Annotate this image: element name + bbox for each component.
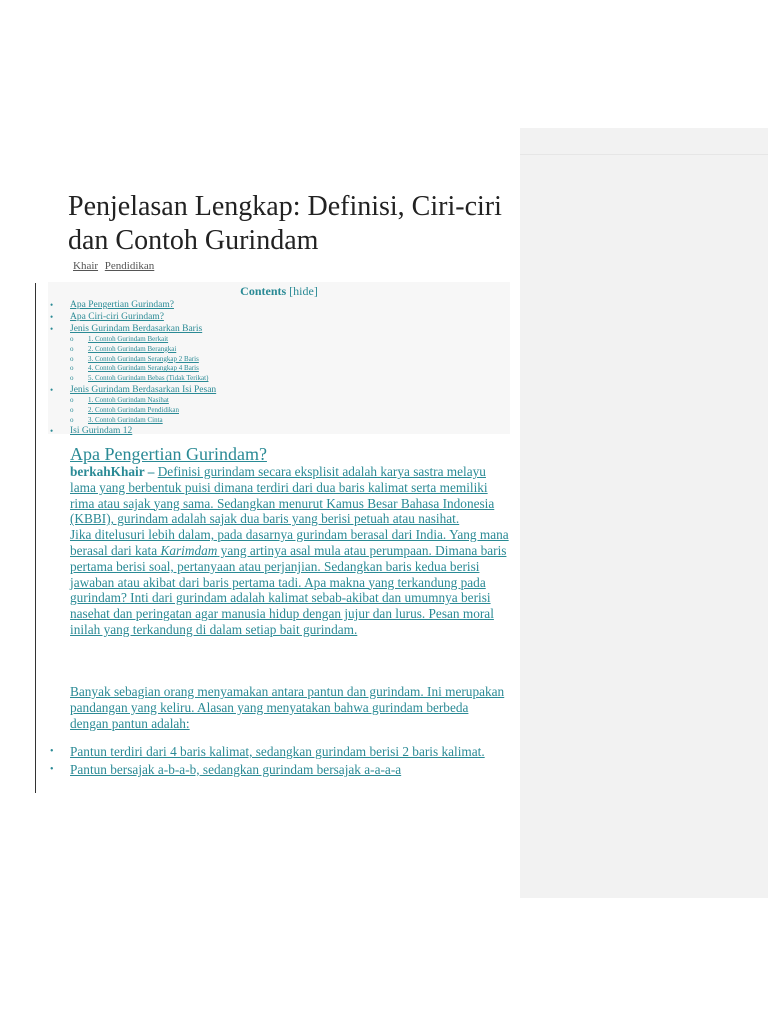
source-label: berkahKhair – xyxy=(70,464,158,479)
toc-subitem[interactable]: o 2. Contoh Gurindam Berangkai xyxy=(48,345,510,355)
italic-term[interactable]: Karimdam xyxy=(160,542,218,558)
page-title: Penjelasan Lengkap: Definisi, Ciri-ciri dan Contoh Gurindam xyxy=(68,191,502,256)
table-of-contents xyxy=(48,282,510,437)
toc-item[interactable]: • Jenis Gurindam Berdasarkan Isi Pesan xyxy=(48,384,510,396)
author-link[interactable]: Khair xyxy=(73,260,99,272)
toc-item[interactable]: • Isi Gurindam 12 xyxy=(48,425,510,437)
post-meta xyxy=(73,260,158,272)
left-margin-bar xyxy=(35,283,36,793)
category-link[interactable]: Pendidikan xyxy=(104,260,155,272)
toc-item[interactable]: • Jenis Gurindam Berdasarkan Baris xyxy=(48,323,510,335)
paragraph-text[interactable]: Banyak sebagian orang menyamakan antara pantun dan gurindam. Ini merupakan pandangan yang keliru. Alasan yang menyatakan bahwa gurindam berbeda dengan pantun adalah: xyxy=(70,684,505,731)
list-item: • Pantun bersajak a-b-a-b, sedangkan gurindam bersajak a-a-a-a xyxy=(50,762,510,778)
section-paragraph-1 xyxy=(70,464,510,638)
toc-header xyxy=(48,283,510,299)
comment-pane xyxy=(520,128,768,898)
toc-heading: Contents xyxy=(240,284,287,298)
toc-hide-link[interactable]: [hide] xyxy=(289,284,318,298)
toc-subitem[interactable]: o 5. Contoh Gurindam Bebas (Tidak Terikat) xyxy=(48,374,510,384)
paragraph-text[interactable]: Definisi gurindam secara eksplisit adalah karya sastra melayu lama yang berbentuk puisi dimana terdiri dari dua baris kalimat serta memiliki rima atau sajak yang sama. Sedangkan menurut Kamus Besar Bahasa Indonesia (KBBI), gurindam adalah sajak dua baris yang berisi petuah atau nasihat. xyxy=(70,464,495,527)
toc-list xyxy=(48,299,510,437)
toc-subitem[interactable]: o 1. Contoh Gurindam Nasihat xyxy=(48,396,510,406)
toc-subitem[interactable]: o 3. Contoh Gurindam Serangkap 2 Baris xyxy=(48,355,510,365)
toc-subitem[interactable]: o 3. Contoh Gurindam Cinta xyxy=(48,416,510,426)
list-item: • Pantun terdiri dari 4 baris kalimat, sedangkan gurindam berisi 2 baris kalimat. xyxy=(50,744,510,760)
toc-subitem[interactable]: o 1. Contoh Gurindam Berkait xyxy=(48,335,510,345)
section-paragraph-2 xyxy=(70,684,510,731)
section-heading[interactable]: Apa Pengertian Gurindam? xyxy=(70,444,267,464)
toc-item[interactable]: • Apa Ciri-ciri Gurindam? xyxy=(48,311,510,323)
paragraph-text[interactable]: yang artinya asal mula atau perumpaan. Dimana baris pertama berisi soal, pertanyaan atau perjanjian. Sedangkan baris kedua berisi jawaban atau akibat dari baris pertama tadi. Apa makna yang terkandung pada gurindam? Inti dari gurindam adalah kalimat sebab-akibat dan umumnya berisi nasehat dan peringatan agar manusia hidup dengan jujur dan lurus. Pesan moral inilah yang terkandung di dalam setiap bait gurindam. xyxy=(70,542,507,637)
comment-pane-header xyxy=(520,128,768,155)
comparison-list xyxy=(50,744,510,780)
paragraph-text[interactable]: Jika ditelusuri lebih dalam, pada dasarnya gurindam berasal dari India. Yang mana berasal dari kata xyxy=(70,527,509,558)
toc-subitem[interactable]: o 2. Contoh Gurindam Pendidikan xyxy=(48,406,510,416)
toc-item[interactable]: • Apa Pengertian Gurindam? xyxy=(48,299,510,311)
toc-subitem[interactable]: o 4. Contoh Gurindam Serangkap 4 Baris xyxy=(48,364,510,374)
